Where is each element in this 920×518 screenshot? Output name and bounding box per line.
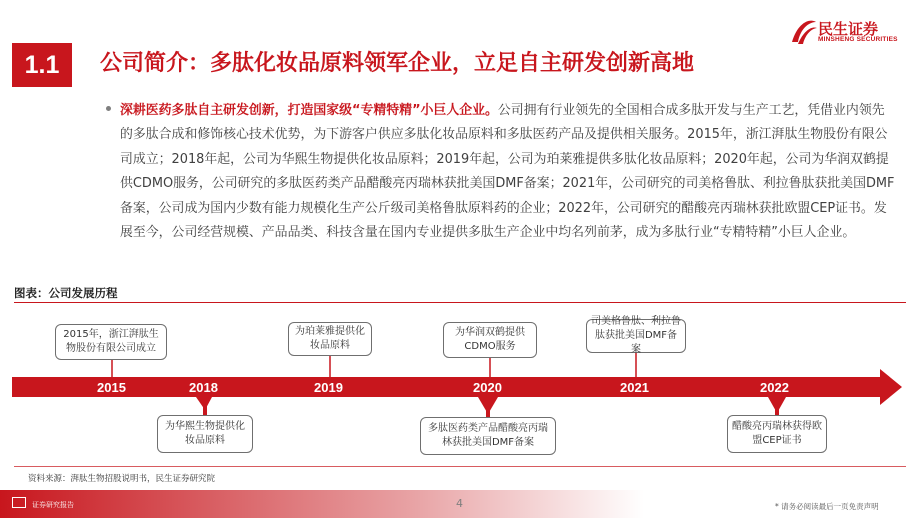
source-rule [14, 466, 906, 467]
event-box-2018 [157, 415, 253, 453]
report-icon [12, 497, 26, 508]
event-text-2020-bottom: 多肽医药类产品醋酸亮丙瑞林获批美国DMF备案 [428, 423, 548, 448]
page-number: 4 [456, 497, 463, 510]
event-text-2015: 2015年，浙江湃肽生物股份有限公司成立 [63, 329, 159, 354]
pin-stem-2020 [486, 397, 490, 417]
logo-chinese-name: 民生证券 [818, 20, 879, 38]
disclaimer: * 请务必阅读最后一页免责声明 [775, 502, 879, 511]
pin-stem-2022 [775, 397, 779, 415]
logo-english-name: MINSHENG SECURITIES [818, 36, 898, 43]
year-2020: 2020 [473, 380, 502, 395]
section-number-badge: 1.1 [12, 43, 72, 87]
year-2019: 2019 [314, 380, 343, 395]
event-box-2021 [586, 316, 686, 355]
event-box-2020-top [443, 322, 537, 358]
figure-label: 图表：公司发展历程 [14, 286, 118, 300]
event-box-2020-bottom [420, 417, 556, 455]
event-text-2019: 为珀莱雅提供化妆品原料 [295, 326, 365, 351]
year-2015: 2015 [97, 380, 126, 395]
year-2018: 2018 [189, 380, 218, 395]
event-box-2019 [288, 322, 372, 356]
event-text-2021: 司美格鲁肽、利拉鲁肽获批美国DMF备案 [591, 316, 681, 355]
event-box-2015 [55, 324, 167, 360]
year-2022: 2022 [760, 380, 789, 395]
event-box-2022 [727, 415, 827, 453]
intro-lead: 深耕医药多肽自主研发创新，打造国家级“专精特精”小巨人企业。 [120, 103, 498, 118]
source-note: 资料来源：湃肽生物招股说明书，民生证券研究院 [28, 474, 216, 484]
page-title: 公司简介：多肽化妆品原料领军企业，立足自主研发创新高地 [100, 51, 695, 76]
pin-stem-2018 [203, 397, 207, 415]
event-text-2022: 醋酸亮丙瑞林获得欧盟CEP证书 [732, 421, 822, 446]
footer-label: 证券研究报告 [32, 501, 74, 509]
event-text-2018: 为华熙生物提供化妆品原料 [165, 421, 245, 446]
year-2021: 2021 [620, 380, 649, 395]
event-text-2020-top: 为华润双鹤提供CDMO服务 [455, 327, 525, 352]
intro-text: 公司拥有行业领先的全国相合成多肽开发与生产工艺，凭借业内领先的多肽合成和修饰核心技术优势，为下游客户供应多肽化妆品原料和多肽医药产品及提供相关服务。2015年，浙江湃肽生物股份有限公司成立；2018年起，公司为华熙生物提供化妆品原料；2019年起，公司为珀莱雅提供多肽化妆品原料；2020年起，公司为华润双鹤提供CDMO服务，公司研究的多肽医药类产品醋酸亮丙瑞林获批美国DMF备案；2021年，公司研究的司美格鲁肽、利拉鲁肽获批美国DMF备案，公司成为国内少数有能力规模化生产公斤级司美格鲁肽原料药的企业；2022年，公司研究的醋酸亮丙瑞林获批欧盟CEP证书。发展至今，公司经营规模、产品品类、科技含量在国内专业提供多肽生产企业中均名列前茅，成为多肽行业“专精特精”小巨人企业。 [120, 103, 895, 241]
